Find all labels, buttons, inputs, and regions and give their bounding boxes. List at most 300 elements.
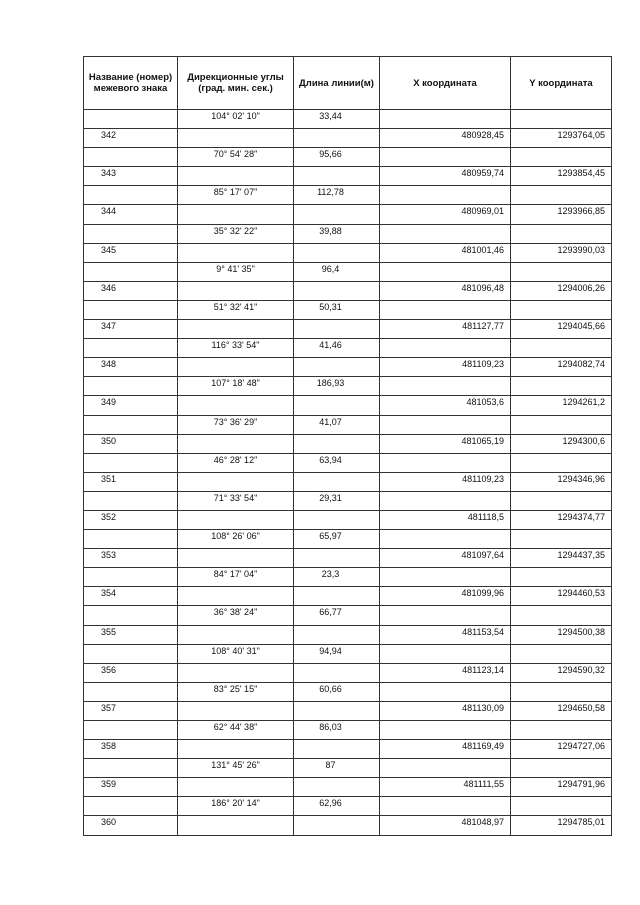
table-row [84, 396, 612, 415]
cell-x-text: 480969,01 [461, 206, 504, 217]
cell-x [380, 453, 511, 472]
cell-length [294, 644, 380, 663]
cell-angle-text: 85° 17' 07" [213, 187, 258, 198]
cell-angle [178, 491, 294, 510]
cell-length [294, 281, 380, 300]
table-row [84, 186, 612, 205]
cell-angle-text: 83° 25' 15" [213, 683, 258, 694]
cell-angle-text: 116° 33' 54" [211, 340, 260, 351]
cell-angle [178, 472, 294, 491]
cell-length [294, 358, 380, 377]
cell-angle-text: 108° 26' 06" [211, 531, 260, 542]
cell-angle [178, 320, 294, 339]
table-header-row [84, 57, 612, 110]
cell-length [294, 549, 380, 568]
cell-length-text: 41,46 [319, 340, 342, 351]
cell-x [380, 434, 511, 453]
cell-x-text: 481001,46 [461, 244, 504, 255]
cell-y-text: 1294374,77 [557, 511, 605, 522]
cell-angle [178, 759, 294, 778]
cell-y [511, 759, 612, 778]
cell-name [84, 491, 178, 510]
cell-name [84, 721, 178, 740]
cell-angle-text: 35° 32' 22" [213, 225, 258, 236]
cell-length [294, 510, 380, 529]
cell-name [84, 644, 178, 663]
header-x: X координата [380, 57, 511, 110]
cell-x [380, 740, 511, 759]
cell-x [380, 530, 511, 549]
table-row [84, 701, 612, 720]
cell-y [511, 262, 612, 281]
cell-angle [178, 778, 294, 797]
cell-name [84, 510, 178, 529]
cell-y [511, 434, 612, 453]
cell-x [380, 721, 511, 740]
cell-name [84, 243, 178, 262]
table-row [84, 606, 612, 625]
table-row [84, 797, 612, 816]
table-row [84, 740, 612, 759]
cell-name [84, 568, 178, 587]
cell-length [294, 682, 380, 701]
table-row [84, 224, 612, 243]
cell-angle [178, 129, 294, 148]
cell-x [380, 587, 511, 606]
table-row [84, 129, 612, 148]
cell-length [294, 606, 380, 625]
cell-angle [178, 339, 294, 358]
cell-x [380, 759, 511, 778]
cell-angle [178, 816, 294, 835]
cell-name-text: 357 [100, 702, 117, 713]
cell-x-text: 481109,23 [462, 473, 504, 484]
cell-x [380, 377, 511, 396]
cell-name [84, 434, 178, 453]
table-row [84, 491, 612, 510]
cell-length-text: 62,96 [319, 798, 342, 809]
cell-name [84, 625, 178, 644]
cell-y [511, 797, 612, 816]
table-row [84, 415, 612, 434]
cell-angle [178, 224, 294, 243]
table-row [84, 320, 612, 339]
cell-name [84, 816, 178, 835]
cell-length [294, 530, 380, 549]
cell-name [84, 530, 178, 549]
cell-x-text: 481065,19 [461, 435, 504, 446]
cell-x-text: 481169,49 [462, 741, 504, 752]
cell-angle-text: 107° 18' 48" [211, 378, 260, 389]
cell-name [84, 320, 178, 339]
header-name: Название (номер) межевого знака [84, 57, 178, 110]
cell-x-text: 481153,54 [462, 626, 504, 637]
cell-name [84, 549, 178, 568]
cell-x [380, 510, 511, 529]
cell-x [380, 320, 511, 339]
cell-angle-text: 84° 17' 04" [213, 569, 258, 580]
cell-angle-text: 36° 38' 24" [213, 607, 258, 618]
cell-length [294, 110, 380, 129]
table-row [84, 434, 612, 453]
cell-x-text: 481130,09 [462, 702, 504, 713]
table-row [84, 339, 612, 358]
cell-x [380, 625, 511, 644]
cell-angle-text: 131° 45' 26" [211, 760, 260, 771]
cell-length [294, 205, 380, 224]
cell-angle [178, 721, 294, 740]
cell-name [84, 759, 178, 778]
cell-length [294, 262, 380, 281]
cell-y-text: 1293990,03 [557, 244, 605, 255]
table-row [84, 300, 612, 319]
cell-angle-text: 104° 02' 10" [211, 111, 260, 121]
cell-length [294, 568, 380, 587]
cell-name-text: 358 [100, 741, 117, 752]
cell-length [294, 587, 380, 606]
cell-length-text: 66,77 [319, 607, 342, 618]
cell-name [84, 129, 178, 148]
cell-x-text: 481053,6 [466, 397, 504, 408]
cell-length [294, 434, 380, 453]
table-row [84, 377, 612, 396]
cell-y-text: 1294082,74 [557, 359, 605, 370]
cell-length [294, 491, 380, 510]
cell-x [380, 491, 511, 510]
cell-angle [178, 701, 294, 720]
coordinates-table [83, 56, 612, 836]
cell-name [84, 262, 178, 281]
cell-length-text: 63,94 [319, 454, 342, 465]
cell-name [84, 358, 178, 377]
cell-y-text: 1294460,53 [557, 588, 605, 599]
cell-x [380, 358, 511, 377]
cell-name [84, 148, 178, 167]
cell-name-text: 355 [100, 626, 117, 637]
cell-length [294, 224, 380, 243]
cell-name-text: 342 [100, 130, 117, 141]
cell-name-text: 346 [100, 282, 117, 293]
cell-angle-text: 186° 20' 14" [211, 798, 260, 809]
cell-name-text: 356 [100, 664, 117, 675]
table-row [84, 663, 612, 682]
cell-angle-text: 70° 54' 28" [213, 149, 258, 160]
cell-y-text: 1294300,6 [562, 435, 605, 446]
cell-name [84, 377, 178, 396]
cell-length-text: 94,94 [319, 645, 342, 656]
cell-length-text: 87 [325, 760, 336, 771]
cell-x [380, 682, 511, 701]
cell-y [511, 243, 612, 262]
cell-name [84, 167, 178, 186]
cell-y [511, 205, 612, 224]
cell-length-text: 186,93 [316, 378, 345, 389]
cell-y [511, 415, 612, 434]
cell-y-text: 1294727,06 [557, 741, 605, 752]
cell-length [294, 339, 380, 358]
cell-name-text: 345 [100, 244, 117, 255]
cell-x-text: 481099,96 [461, 588, 504, 599]
cell-name [84, 415, 178, 434]
cell-x-text: 481096,48 [461, 282, 504, 293]
cell-x [380, 148, 511, 167]
cell-x [380, 129, 511, 148]
cell-length [294, 701, 380, 720]
cell-y [511, 491, 612, 510]
cell-x [380, 606, 511, 625]
cell-angle [178, 510, 294, 529]
cell-length [294, 453, 380, 472]
cell-name [84, 778, 178, 797]
cell-angle [178, 396, 294, 415]
cell-length [294, 300, 380, 319]
cell-x [380, 243, 511, 262]
cell-x [380, 644, 511, 663]
cell-angle-text: 62° 44' 38" [213, 722, 258, 732]
cell-angle [178, 453, 294, 472]
cell-angle-text: 51° 32' 41" [213, 301, 258, 312]
cell-y [511, 682, 612, 701]
table-row [84, 587, 612, 606]
cell-x [380, 701, 511, 720]
cell-length-text: 29,31 [319, 492, 342, 503]
coordinates-table-container [83, 56, 611, 836]
cell-y-text: 1294437,35 [557, 550, 605, 561]
cell-length-text: 95,66 [319, 149, 342, 160]
cell-x [380, 167, 511, 186]
cell-y [511, 186, 612, 205]
table-row [84, 243, 612, 262]
cell-x-text: 481048,97 [461, 817, 504, 828]
table-row [84, 568, 612, 587]
cell-length [294, 740, 380, 759]
cell-y [511, 167, 612, 186]
cell-angle [178, 377, 294, 396]
header-length: Длина линии(м) [294, 57, 380, 110]
cell-x [380, 549, 511, 568]
cell-length-text: 60,66 [319, 683, 342, 694]
cell-y-text: 1294785,01 [557, 817, 605, 828]
table-row [84, 682, 612, 701]
cell-angle-text: 108° 40' 31" [211, 645, 260, 656]
table-row [84, 510, 612, 529]
cell-y [511, 721, 612, 740]
cell-length [294, 472, 380, 491]
cell-y-text: 1294346,96 [557, 473, 605, 484]
cell-name [84, 110, 178, 129]
cell-length [294, 320, 380, 339]
cell-name [84, 797, 178, 816]
cell-name [84, 740, 178, 759]
cell-y-text: 1294791,96 [557, 779, 605, 790]
cell-y-text: 1293966,85 [557, 206, 605, 217]
cell-x [380, 778, 511, 797]
cell-name [84, 186, 178, 205]
cell-name [84, 205, 178, 224]
cell-length-text: 41,07 [319, 416, 342, 427]
cell-length [294, 415, 380, 434]
cell-name [84, 587, 178, 606]
cell-angle [178, 797, 294, 816]
cell-y [511, 358, 612, 377]
cell-name-text: 354 [100, 588, 117, 599]
cell-name [84, 281, 178, 300]
cell-length [294, 797, 380, 816]
cell-length [294, 663, 380, 682]
header-y: Y координата [511, 57, 612, 110]
cell-angle [178, 530, 294, 549]
cell-length [294, 243, 380, 262]
cell-x [380, 663, 511, 682]
cell-length [294, 377, 380, 396]
cell-y [511, 568, 612, 587]
table-row [84, 625, 612, 644]
cell-y [511, 339, 612, 358]
cell-x-text: 481123,14 [462, 664, 504, 675]
cell-x [380, 224, 511, 243]
cell-x [380, 568, 511, 587]
cell-y [511, 129, 612, 148]
cell-angle [178, 167, 294, 186]
cell-y-text: 1293854,45 [557, 168, 605, 179]
cell-name [84, 606, 178, 625]
cell-angle [178, 625, 294, 644]
cell-y [511, 816, 612, 835]
cell-name-text: 347 [100, 321, 117, 332]
cell-x [380, 415, 511, 434]
cell-x [380, 110, 511, 129]
cell-angle-text: 46° 28' 12" [213, 454, 258, 465]
cell-x-text: 481111,55 [463, 779, 504, 790]
table-row [84, 472, 612, 491]
cell-angle [178, 549, 294, 568]
cell-angle [178, 110, 294, 129]
table-row [84, 262, 612, 281]
cell-angle [178, 606, 294, 625]
cell-angle-text: 73° 36' 29" [213, 416, 258, 427]
cell-y-text: 1294006,26 [557, 282, 605, 293]
cell-name-text: 344 [100, 206, 117, 217]
cell-y [511, 224, 612, 243]
table-row [84, 759, 612, 778]
cell-y [511, 530, 612, 549]
cell-angle [178, 358, 294, 377]
cell-name-text: 343 [100, 168, 117, 179]
cell-name [84, 701, 178, 720]
cell-angle [178, 587, 294, 606]
cell-length [294, 778, 380, 797]
cell-x-text: 481097,64 [461, 550, 504, 561]
cell-angle-text: 71° 33' 54" [213, 492, 258, 503]
cell-y-text: 1294500,38 [557, 626, 605, 637]
cell-y [511, 510, 612, 529]
cell-y [511, 606, 612, 625]
cell-y [511, 549, 612, 568]
cell-length [294, 167, 380, 186]
header-angle: Дирекционные углы (град. мин. сек.) [178, 57, 294, 110]
cell-x-text: 481109,23 [462, 359, 504, 370]
cell-name-text: 348 [100, 359, 117, 370]
cell-y-text: 1293764,05 [557, 130, 605, 141]
cell-angle [178, 148, 294, 167]
cell-length [294, 186, 380, 205]
cell-angle [178, 262, 294, 281]
cell-name [84, 300, 178, 319]
cell-name [84, 339, 178, 358]
table-row [84, 167, 612, 186]
cell-y [511, 281, 612, 300]
cell-x [380, 816, 511, 835]
cell-length-text: 112,78 [317, 187, 344, 198]
table-body [84, 110, 612, 836]
cell-name-text: 349 [100, 397, 117, 408]
cell-y-text: 1294650,58 [557, 702, 605, 713]
cell-angle [178, 186, 294, 205]
cell-x [380, 205, 511, 224]
cell-name-text: 353 [100, 550, 117, 561]
cell-angle [178, 434, 294, 453]
cell-y [511, 110, 612, 129]
cell-x-text: 481127,77 [462, 321, 504, 332]
cell-y-text: 1294261,2 [562, 397, 605, 408]
cell-angle [178, 568, 294, 587]
table-row [84, 549, 612, 568]
cell-length [294, 759, 380, 778]
cell-name-text: 360 [100, 817, 117, 828]
cell-x [380, 281, 511, 300]
table-row [84, 816, 612, 835]
cell-angle [178, 281, 294, 300]
cell-length-text: 50,31 [319, 301, 342, 312]
cell-x [380, 300, 511, 319]
cell-y [511, 701, 612, 720]
cell-angle [178, 415, 294, 434]
cell-y [511, 396, 612, 415]
cell-y [511, 740, 612, 759]
cell-y [511, 320, 612, 339]
cell-x [380, 186, 511, 205]
cell-name-text: 350 [100, 435, 117, 446]
table-row [84, 530, 612, 549]
cell-length [294, 625, 380, 644]
cell-y-text: 1294045,66 [557, 321, 605, 332]
cell-x [380, 797, 511, 816]
cell-y [511, 625, 612, 644]
cell-length-text: 39,88 [319, 225, 342, 236]
table-row [84, 110, 612, 129]
cell-y [511, 472, 612, 491]
cell-y-text: 1294590,32 [557, 664, 605, 675]
cell-length [294, 148, 380, 167]
table-row [84, 358, 612, 377]
cell-length-text: 65,97 [319, 531, 342, 542]
table-row [84, 644, 612, 663]
cell-x [380, 339, 511, 358]
cell-x-text: 480959,74 [461, 168, 504, 179]
cell-length-text: 96,4 [321, 263, 340, 274]
cell-y [511, 663, 612, 682]
cell-length-text: 23,3 [321, 569, 340, 580]
table-row [84, 778, 612, 797]
cell-name [84, 224, 178, 243]
cell-angle [178, 663, 294, 682]
cell-angle [178, 682, 294, 701]
cell-length-text: 33,44 [319, 111, 342, 121]
cell-angle-text: 9° 41' 35" [216, 263, 255, 274]
cell-name [84, 682, 178, 701]
cell-angle [178, 300, 294, 319]
cell-name-text: 351 [100, 473, 117, 484]
